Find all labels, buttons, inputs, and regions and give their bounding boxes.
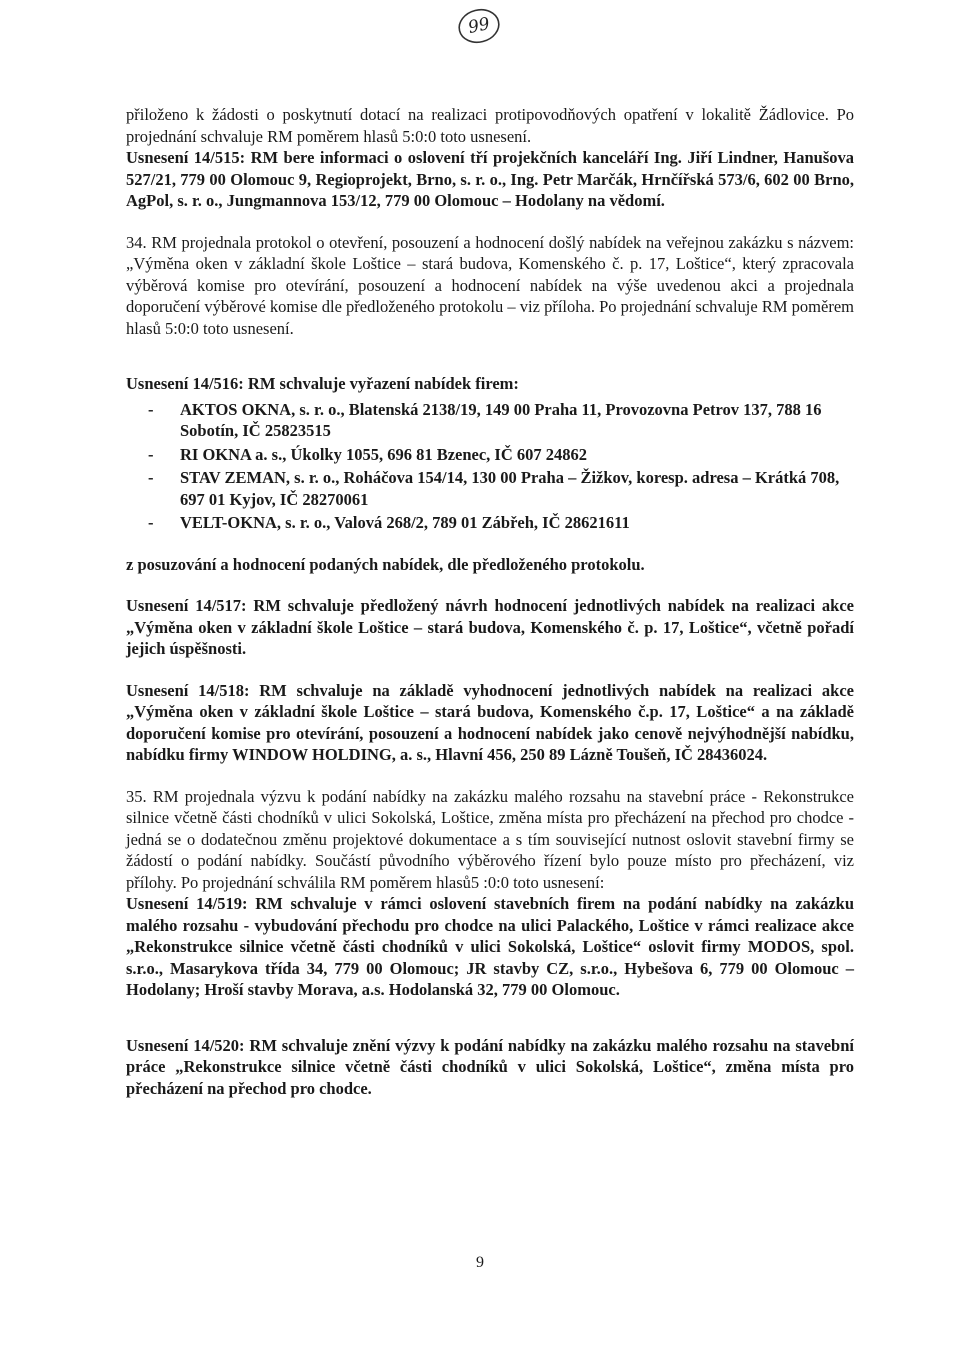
list-item: - RI OKNA a. s., Úkolky 1055, 696 81 Bzenec, IČ 607 24862 [148,444,588,464]
list-dash: - [148,444,154,464]
page-number: 9 [476,1254,484,1271]
list-dash: - [148,468,154,487]
paragraph-intro: přiloženo k žádosti o poskytnutí dotací na realizaci protipovodňových opatření v lokalitě Žádlovice. Po projednání schvaluje RM poměrem hlasů 5:0:0 toto usnesení. [126,105,854,146]
resolution-14-515: Usnesení 14/515: RM bere informaci o oslovení tří projekčních kanceláří Ing. Jiří Lindner, Hanušova 527/21, 779 00 Olomouc 9, Regioprojekt, Brno, s. r. o., Ing. Petr Marčák, Hrnčířská 573/6, 602 00 Brno, AgPol, s. r. o., Jungmannova 153/12, 779 00 Olomouc – Hodolany na vědomí. [126,148,854,210]
list-item: - STAV ZEMAN, s. r. o., Roháčova 154/14, 130 00 Praha – Žižkov, koresp. adresa – Krátká 708, 697 01 Kyjov, IČ 28270061 [148,468,840,509]
resolution-14-519: Usnesení 14/519: RM schvaluje v rámci oslovení stavebních firem na podání nabídky na zakázku malého rozsahu - vybudování přechodu pro chodce na ulici Palackého, Loštice v rámci realizace akce „Rekonstrukce silnice včetně části chodníků v ulici Sokolská, Loštice“ oslovit firmy MODOS, spol. s.r.o., Masarykova třída 34, 779 00 Olomouc; JR stavby CZ, s.r.o., Hybešova 6, 779 00 Olomouc – Hodolany; Hroší stavby Morava, a.s. Hodolanská 32, 779 00 Olomouc. [126,894,854,999]
resolution-14-516-heading: Usnesení 14/516: RM schvaluje vyřazení nabídek firem: [126,374,519,393]
list-dash: - [148,399,154,419]
resolution-14-517: Usnesení 14/517: RM schvaluje předložený návrh hodnocení jednotlivých nabídek na realizaci akce „Výměna oken v základní škole Loštice – stará budova, Komenského č. p. 17, Loštice“, včetně pořadí jejich úspěšnosti. [126,596,854,658]
list-item: - AKTOS OKNA, s. r. o., Blatenská 2138/19, 149 00 Praha 11, Provozovna Petrov 137, 788 16 Sobotín, IČ 25823515 [148,399,822,440]
stamp-number: 99 [466,13,492,39]
resolution-14-518: Usnesení 14/518: RM schvaluje na základě vyhodnocení jednotlivých nabídek na realizaci akce „Výměna oken v základní škole Loštice – stará budova, Komenského č.p. 17, Loštice“ a na základě doporučení komise pro otevírání, posouzení a hodnocení nabídek jako cenově nejvýhodnější nabídku, nabídku firmy WINDOW HOLDING, a. s., Hlavní 456, 250 89 Lázně Toušeň, IČ 28436024. [126,680,854,764]
page-stamp [455,6,503,46]
item-35-paragraph: 35. RM projednala výzvu k podání nabídky na zakázku malého rozsahu na stavební práce - Rekonstrukce silnice včetně části chodníků v ulici Sokolská, Loštice, změna místa pro přecházení na přechod pro chodce - jedná se o dodatečnou změnu projektové dokumentace a s tím související nutnost oslovit stavební firmy se žádostí o podání nabídky. Součástí původního výběrového řízení bylo pouze místo pro přecházení, viz přílohy. Po projednání schválila RM poměrem hlasů5 :0:0 toto usnesení: [126,786,854,892]
item-34-paragraph: 34. RM projednala protokol o otevření, posouzení a hodnocení došlý nabídek na veřejnou zakázku s názvem: „Výměna oken v základní škole Loštice – stará budova, Komenského č. p. 17, Loštice“, který zpracovala výběrová komise pro otevírání, posouzení a hodnocení nabídek na výše uvedenou akci a projednala doporučení výběrové komise dle předloženého protokolu – viz příloha. Po projednání schvaluje RM poměrem hlasů 5:0:0 toto usnesení. [126,232,854,338]
list-item: - VELT-OKNA, s. r. o., Valová 268/2, 789 01 Zábřeh, IČ 28621611 [148,513,630,532]
resolution-14-516-tail: z posuzování a hodnocení podaných nabídek, dle předloženého protokolu. [126,554,645,574]
list-dash: - [148,513,154,532]
excluded-firms-list [126,399,854,534]
document-body [126,104,854,1099]
resolution-14-520: Usnesení 14/520: RM schvaluje znění výzvy k podání nabídky na zakázku malého rozsahu na stavební práce „Rekonstrukce silnice včetně části chodníků v ulici Sokolská, Loštice“, změna místa pro přecházení na přechod pro chodce. [126,1035,854,1098]
